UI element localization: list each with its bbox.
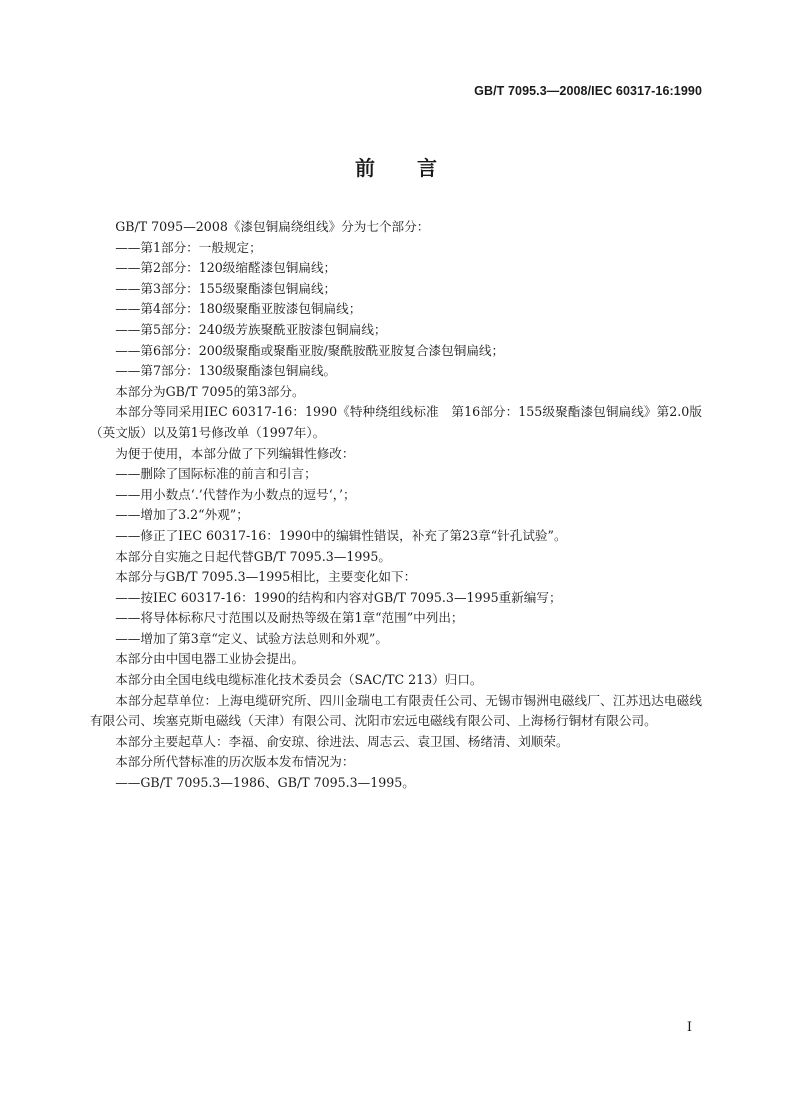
list-item-change-1: ——按IEC 60317-16：1990的结构和内容对GB/T 7095.3—1995重新编写； bbox=[115, 589, 562, 605]
list-item-part-5: ——第5部分：240级芳族聚酰亚胺漆包铜扁线； bbox=[115, 321, 387, 337]
paragraph-history-intro: 本部分所代替标准的历次版本发布情况为： bbox=[115, 754, 355, 770]
list-item-part-1: ——第1部分：一般规定； bbox=[115, 239, 262, 255]
list-item-part-3: ——第3部分：155级聚酯漆包铜扁线； bbox=[115, 280, 337, 296]
list-item-part-7: ——第7部分：130级聚酯漆包铜扁线。 bbox=[115, 363, 337, 379]
list-item-change-2: ——将导体标称尺寸范围以及耐热等级在第1章“范围”中列出； bbox=[115, 610, 464, 626]
list-item-part-2: ——第2部分：120级缩醛漆包铜扁线； bbox=[115, 260, 337, 276]
list-item-part-4: ——第4部分：180级聚酯亚胺漆包铜扁线； bbox=[115, 301, 362, 317]
list-item-edit-4: ——修正了IEC 60317-16：1990中的编辑性错误，补充了第23章“针孔试验”。 bbox=[115, 527, 567, 543]
list-item-edit-3: ——增加了3.2“外观”； bbox=[115, 507, 249, 523]
list-item-history: ——GB/T 7095.3—1986、GB/T 7095.3—1995。 bbox=[115, 775, 415, 791]
list-item-edit-2: ——用小数点‘.’代替作为小数点的逗号‘，’； bbox=[115, 486, 356, 502]
paragraph-centralized-by: 本部分由全国电线电缆标准化技术委员会（SAC/TC 213）归口。 bbox=[115, 672, 483, 688]
paragraph-drafters: 本部分主要起草人：李福、俞安琼、徐进法、周志云、袁卫国、杨绪清、刘顺荣。 bbox=[115, 733, 569, 749]
paragraph-adoption: 本部分等同采用IEC 60317-16：1990《特种绕组线标准 第16部分：155级聚酯漆包铜扁线》第2.0版（英文版）以及第1号修改单（1997年）。 bbox=[90, 404, 702, 440]
standard-code-header: GB/T 7095.3—2008/IEC 60317-16:1990 bbox=[474, 84, 702, 98]
list-item-part-6: ——第6部分：200级聚酯或聚酯亚胺/聚酰胺酰亚胺复合漆包铜扁线； bbox=[115, 342, 505, 358]
paragraph-replaces: 本部分自实施之日起代替GB/T 7095.3—1995。 bbox=[115, 548, 391, 564]
paragraph-changes-intro: 本部分与GB/T 7095.3—1995相比，主要变化如下： bbox=[115, 569, 417, 585]
paragraph-proposed-by: 本部分由中国电器工业协会提出。 bbox=[115, 651, 305, 667]
list-item-change-3: ——增加了第3章“定义、试验方法总则和外观”。 bbox=[115, 630, 388, 646]
paragraph-parts-intro: GB/T 7095—2008《漆包铜扁绕组线》分为七个部分： bbox=[115, 219, 430, 234]
page-number: I bbox=[686, 1020, 692, 1035]
foreword-body bbox=[90, 217, 702, 794]
paragraph-this-part: 本部分为GB/T 7095的第3部分。 bbox=[115, 383, 305, 399]
paragraph-drafting-units: 本部分起草单位：上海电缆研究所、四川金瑞电工有限责任公司、无锡市锡洲电磁线厂、江苏迅达电磁线有限公司、埃塞克斯电磁线（天津）有限公司、沈阳市宏远电磁线有限公司、上海杨行铜材有限公司。 bbox=[90, 692, 702, 729]
list-item-edit-1: ——删除了国际标准的前言和引言； bbox=[115, 466, 317, 482]
paragraph-edits-intro: 为便于使用，本部分做了下列编辑性修改： bbox=[115, 445, 355, 461]
page-title: 前言 bbox=[355, 156, 479, 180]
